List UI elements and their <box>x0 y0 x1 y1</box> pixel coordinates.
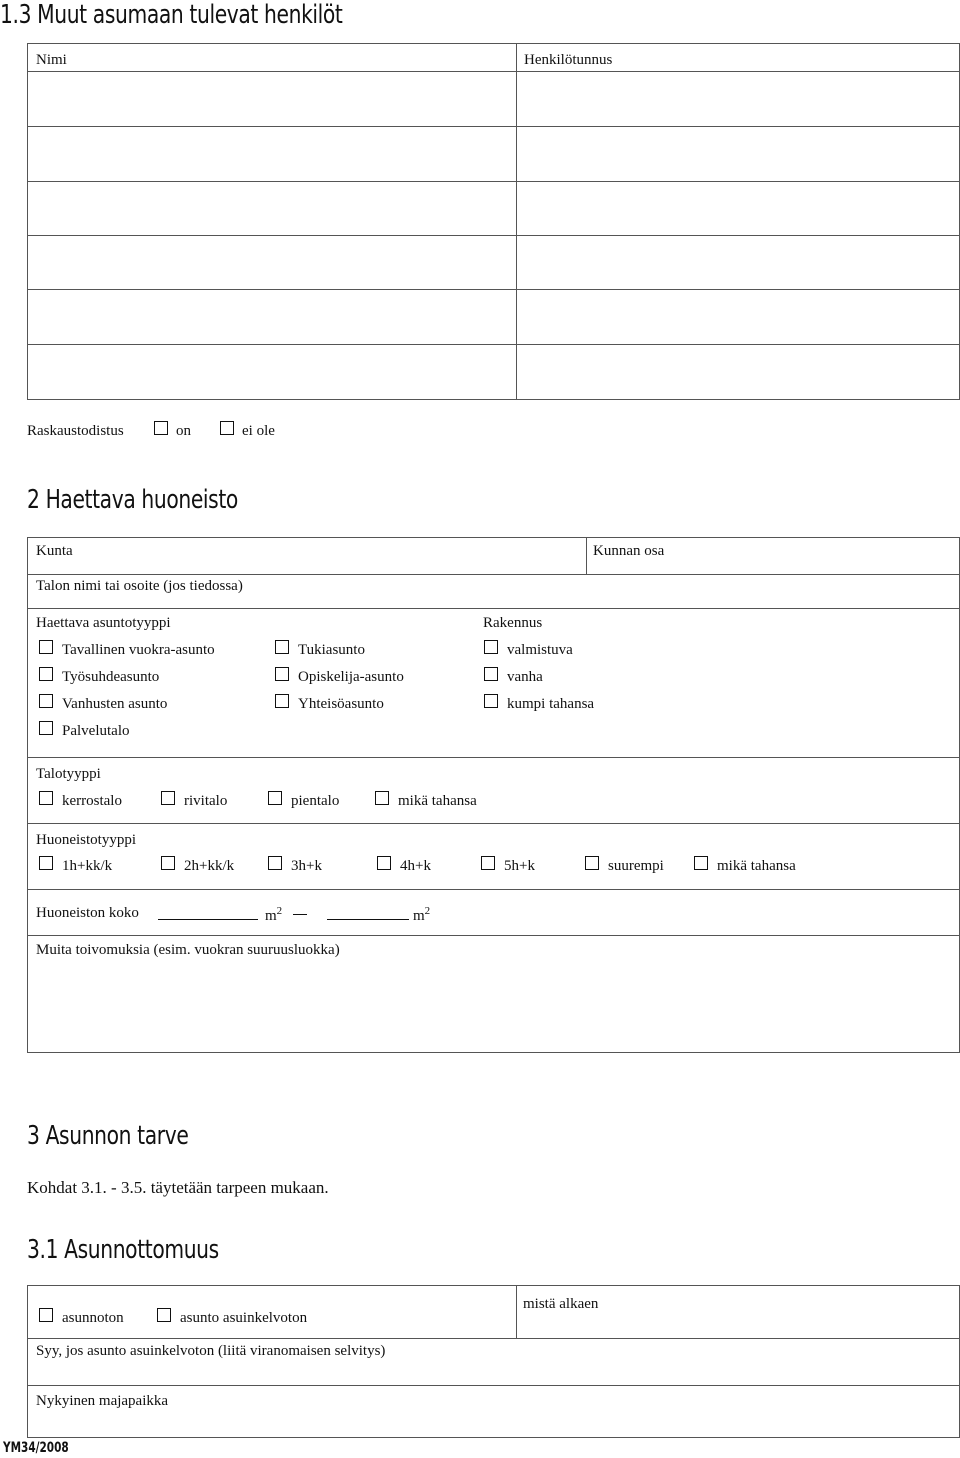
huoneisto-option-label: 3h+k <box>291 858 322 874</box>
type-checkbox[interactable] <box>275 640 289 654</box>
huoneisto-checkbox[interactable] <box>161 856 175 870</box>
huoneisto-checkbox[interactable] <box>39 856 53 870</box>
type-label: Yhteisöasunto <box>298 696 384 712</box>
huoneistotyyppi-label: Huoneistotyyppi <box>36 832 136 848</box>
rakennus-option-label: kumpi tahansa <box>507 696 595 712</box>
section-3-intro: Kohdat 3.1. - 3.5. täytetään tarpeen mukaan. <box>27 1178 329 1197</box>
asuinkelvoton-checkbox[interactable] <box>157 1308 171 1322</box>
unit-label: $m^2$ <box>265 905 283 924</box>
mista-divider <box>516 1286 517 1338</box>
section-title-1-3: 1.3 Muut asumaan tulevat henkilöt <box>0 0 343 30</box>
row-divider <box>28 935 959 936</box>
row-divider <box>28 1385 959 1386</box>
type-label: Tukiasunto <box>298 642 365 658</box>
id-column-header: Henkilötunnus <box>524 52 613 68</box>
muita-label: Muita toivomuksia (esim. vuokran suuruusluokka) <box>36 942 340 958</box>
rakennus-label: Rakennus <box>483 615 543 631</box>
huoneisto-checkbox[interactable] <box>377 856 391 870</box>
rakennus-checkbox[interactable] <box>484 694 498 708</box>
talotyyppi-checkbox[interactable] <box>375 791 389 805</box>
rakennus-checkbox[interactable] <box>484 667 498 681</box>
section-title-3-1: 3.1 Asunnottomuus <box>27 1235 219 1265</box>
pregnancy-off-label: ei ole <box>242 423 275 439</box>
rakennus-option-label: vanha <box>507 669 543 685</box>
talotyyppi-checkbox[interactable] <box>39 791 53 805</box>
type-checkbox[interactable] <box>39 640 53 654</box>
row-divider <box>28 1338 959 1339</box>
huoneisto-checkbox[interactable] <box>268 856 282 870</box>
row-divider <box>28 126 959 127</box>
type-label: Palvelutalo <box>62 723 130 739</box>
talotyyppi-checkbox[interactable] <box>268 791 282 805</box>
talotyyppi-option-label: mikä tahansa <box>398 793 477 809</box>
persons-table-divider <box>516 44 517 399</box>
kunta-label: Kunta <box>36 543 73 559</box>
row-divider <box>28 289 959 290</box>
section-title-2: 2 Haettava huoneisto <box>27 485 238 515</box>
koko-label: Huoneiston koko <box>36 905 139 921</box>
rakennus-option-label: valmistuva <box>507 642 573 658</box>
huoneisto-checkbox[interactable] <box>481 856 495 870</box>
type-label: Tavallinen vuokra-asunto <box>62 642 215 658</box>
type-label: Vanhusten asunto <box>62 696 168 712</box>
type-label: Opiskelija-asunto <box>298 669 404 685</box>
type-checkbox[interactable] <box>39 694 53 708</box>
asunnoton-checkbox[interactable] <box>39 1308 53 1322</box>
form-code: YM34/2008 <box>3 1440 69 1456</box>
row-divider <box>28 344 959 345</box>
pregnancy-on-checkbox[interactable] <box>154 421 168 435</box>
type-checkbox[interactable] <box>275 667 289 681</box>
syy-label: Syy, jos asunto asuinkelvoton (liitä viranomaisen selvitys) <box>36 1343 386 1359</box>
row-divider <box>28 757 959 758</box>
pregnancy-on-label: on <box>176 423 191 439</box>
talotyyppi-option-label: pientalo <box>291 793 340 809</box>
huoneisto-checkbox[interactable] <box>585 856 599 870</box>
rakennus-checkbox[interactable] <box>484 640 498 654</box>
huoneisto-option-label: suurempi <box>608 858 664 874</box>
talotyyppi-label: Talotyyppi <box>36 766 101 782</box>
koko-max-input[interactable] <box>327 919 409 920</box>
kunta-divider <box>586 538 587 574</box>
name-column-header: Nimi <box>36 52 67 68</box>
pregnancy-off-checkbox[interactable] <box>220 421 234 435</box>
mista-alkaen-label: mistä alkaen <box>523 1296 599 1312</box>
type-checkbox[interactable] <box>39 667 53 681</box>
type-label: Työsuhdeasunto <box>62 669 160 685</box>
talotyyppi-checkbox[interactable] <box>161 791 175 805</box>
row-divider <box>28 235 959 236</box>
koko-min-input[interactable] <box>158 919 258 920</box>
kunnan-osa-label: Kunnan osa <box>593 543 665 559</box>
asunnoton-label: asunnoton <box>62 1310 124 1326</box>
huoneisto-option-label: 2h+kk/k <box>184 858 235 874</box>
talon-nimi-label: Talon nimi tai osoite (jos tiedossa) <box>36 578 243 594</box>
huoneisto-option-label: 1h+kk/k <box>62 858 113 874</box>
section-title-3: 3 Asunnon tarve <box>27 1121 189 1151</box>
row-divider <box>28 71 959 72</box>
row-divider <box>28 574 959 575</box>
huoneisto-option-label: 5h+k <box>504 858 535 874</box>
talotyyppi-option-label: kerrostalo <box>62 793 122 809</box>
talotyyppi-option-label: rivitalo <box>184 793 228 809</box>
row-divider <box>28 181 959 182</box>
row-divider <box>28 889 959 890</box>
row-divider <box>28 608 959 609</box>
huoneisto-checkbox[interactable] <box>694 856 708 870</box>
unit-label: $m^2$ <box>413 905 431 924</box>
pregnancy-label: Raskaustodistus <box>27 423 124 439</box>
type-checkbox[interactable] <box>275 694 289 708</box>
row-divider <box>28 823 959 824</box>
persons-table <box>27 43 960 400</box>
range-dash <box>293 914 307 915</box>
huoneisto-option-label: mikä tahansa <box>717 858 796 874</box>
huoneisto-option-label: 4h+k <box>400 858 431 874</box>
asuinkelvoton-label: asunto asuinkelvoton <box>180 1310 308 1326</box>
nykyinen-label: Nykyinen majapaikka <box>36 1393 169 1409</box>
asuntotyyppi-label: Haettava asuntotyyppi <box>36 615 171 631</box>
type-checkbox[interactable] <box>39 721 53 735</box>
